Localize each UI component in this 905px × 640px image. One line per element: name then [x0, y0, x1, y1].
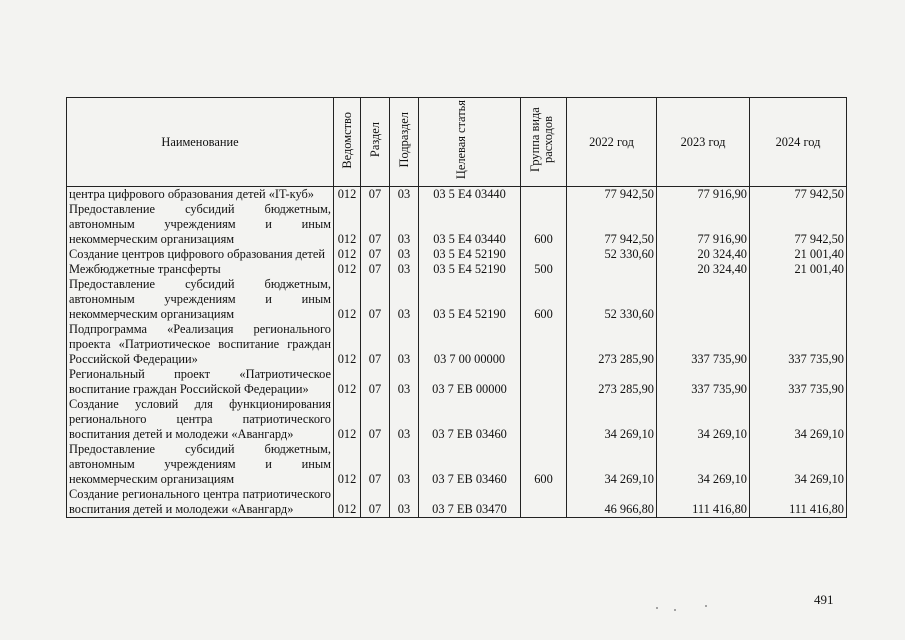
row-section: 07 — [361, 262, 390, 277]
row-target: 03 5 Е4 52190 — [419, 277, 521, 322]
row-subsection: 03 — [390, 247, 419, 262]
row-value-2023: 111 416,80 — [657, 487, 750, 518]
row-section: 07 — [361, 187, 390, 203]
row-name: центра цифрового образования детей «IT-куб» — [67, 187, 334, 203]
row-target: 03 7 00 00000 — [419, 322, 521, 367]
row-name: Межбюджетные трансферты — [67, 262, 334, 277]
scan-speck — [705, 605, 707, 607]
header-subsection: Подраздел — [390, 98, 419, 187]
budget-table — [66, 97, 847, 518]
table-row — [67, 487, 847, 518]
row-value-2022: 34 269,10 — [567, 442, 657, 487]
row-group — [521, 397, 567, 442]
row-group: 600 — [521, 442, 567, 487]
row-group — [521, 247, 567, 262]
row-target: 03 7 ЕВ 00000 — [419, 367, 521, 397]
row-value-2022 — [567, 262, 657, 277]
table-header-row — [67, 98, 847, 187]
row-value-2023: 34 269,10 — [657, 442, 750, 487]
row-section: 07 — [361, 322, 390, 367]
row-target: 03 5 Е4 52190 — [419, 247, 521, 262]
row-value-2023 — [657, 277, 750, 322]
row-name: Создание условий для функционирования регионального центра патриотического воспитания детей и молодежи «Авангард» — [67, 397, 334, 442]
table-row — [67, 397, 847, 442]
row-target: 03 5 Е4 03440 — [419, 187, 521, 203]
row-value-2023: 20 324,40 — [657, 247, 750, 262]
row-subsection: 03 — [390, 397, 419, 442]
row-value-2024: 34 269,10 — [750, 397, 847, 442]
row-value-2022: 77 942,50 — [567, 202, 657, 247]
row-dept: 012 — [334, 277, 361, 322]
header-2023: 2023 год — [657, 98, 750, 187]
row-section: 07 — [361, 397, 390, 442]
header-name: Наименование — [67, 98, 334, 187]
row-target: 03 5 Е4 03440 — [419, 202, 521, 247]
row-name: Предоставление субсидий бюджетным, автономным учреждениям и иным некоммерческим организациям — [67, 202, 334, 247]
row-subsection: 03 — [390, 442, 419, 487]
row-value-2024 — [750, 277, 847, 322]
row-value-2024: 337 735,90 — [750, 367, 847, 397]
row-group — [521, 322, 567, 367]
table-row — [67, 277, 847, 322]
row-value-2022: 46 966,80 — [567, 487, 657, 518]
row-name: Предоставление субсидий бюджетным, автономным учреждениям и иным некоммерческим организациям — [67, 277, 334, 322]
row-value-2022: 52 330,60 — [567, 277, 657, 322]
row-group: 500 — [521, 262, 567, 277]
row-dept: 012 — [334, 367, 361, 397]
table-row — [67, 247, 847, 262]
row-subsection: 03 — [390, 202, 419, 247]
row-section: 07 — [361, 442, 390, 487]
header-2022: 2022 год — [567, 98, 657, 187]
row-section: 07 — [361, 487, 390, 518]
table-row — [67, 442, 847, 487]
header-2024: 2024 год — [750, 98, 847, 187]
row-subsection: 03 — [390, 187, 419, 203]
row-value-2024: 21 001,40 — [750, 262, 847, 277]
row-group — [521, 187, 567, 203]
row-dept: 012 — [334, 322, 361, 367]
row-section: 07 — [361, 367, 390, 397]
row-group — [521, 367, 567, 397]
table-row — [67, 187, 847, 203]
row-value-2023: 20 324,40 — [657, 262, 750, 277]
header-group: Группа вида расходов — [521, 98, 567, 187]
row-value-2023: 337 735,90 — [657, 367, 750, 397]
row-dept: 012 — [334, 397, 361, 442]
row-value-2022: 273 285,90 — [567, 322, 657, 367]
row-value-2024: 21 001,40 — [750, 247, 847, 262]
row-dept: 012 — [334, 202, 361, 247]
row-section: 07 — [361, 247, 390, 262]
row-name: Подпрограмма «Реализация регионального проекта «Патриотическое воспитание граждан Российской Федерации» — [67, 322, 334, 367]
row-section: 07 — [361, 277, 390, 322]
row-dept: 012 — [334, 487, 361, 518]
row-target: 03 5 Е4 52190 — [419, 262, 521, 277]
row-dept: 012 — [334, 442, 361, 487]
header-target: Целевая статья — [419, 98, 521, 187]
row-target: 03 7 ЕВ 03460 — [419, 442, 521, 487]
row-subsection: 03 — [390, 277, 419, 322]
row-value-2024: 337 735,90 — [750, 322, 847, 367]
row-value-2024: 77 942,50 — [750, 187, 847, 203]
row-subsection: 03 — [390, 262, 419, 277]
row-group: 600 — [521, 277, 567, 322]
row-value-2022: 52 330,60 — [567, 247, 657, 262]
row-value-2023: 337 735,90 — [657, 322, 750, 367]
row-dept: 012 — [334, 187, 361, 203]
header-dept: Ведомство — [334, 98, 361, 187]
table-row — [67, 202, 847, 247]
row-name: Региональный проект «Патриотическое воспитание граждан Российской Федерации» — [67, 367, 334, 397]
row-value-2023: 77 916,90 — [657, 187, 750, 203]
row-value-2022: 273 285,90 — [567, 367, 657, 397]
row-subsection: 03 — [390, 367, 419, 397]
row-target: 03 7 ЕВ 03470 — [419, 487, 521, 518]
row-value-2024: 77 942,50 — [750, 202, 847, 247]
row-dept: 012 — [334, 262, 361, 277]
row-target: 03 7 ЕВ 03460 — [419, 397, 521, 442]
row-group — [521, 487, 567, 518]
row-value-2024: 111 416,80 — [750, 487, 847, 518]
row-name: Создание регионального центра патриотического воспитания детей и молодежи «Авангард» — [67, 487, 334, 518]
table-row — [67, 322, 847, 367]
scan-speck — [656, 607, 658, 609]
row-name: Создание центров цифрового образования детей — [67, 247, 334, 262]
row-subsection: 03 — [390, 322, 419, 367]
row-value-2023: 77 916,90 — [657, 202, 750, 247]
row-section: 07 — [361, 202, 390, 247]
row-value-2024: 34 269,10 — [750, 442, 847, 487]
row-value-2022: 34 269,10 — [567, 397, 657, 442]
row-subsection: 03 — [390, 487, 419, 518]
table-row — [67, 367, 847, 397]
header-section: Раздел — [361, 98, 390, 187]
scan-speck — [674, 609, 676, 611]
row-dept: 012 — [334, 247, 361, 262]
row-group: 600 — [521, 202, 567, 247]
table-row — [67, 262, 847, 277]
row-value-2023: 34 269,10 — [657, 397, 750, 442]
page-number: 491 — [814, 592, 834, 607]
row-value-2022: 77 942,50 — [567, 187, 657, 203]
row-name: Предоставление субсидий бюджетным, автономным учреждениям и иным некоммерческим организациям — [67, 442, 334, 487]
